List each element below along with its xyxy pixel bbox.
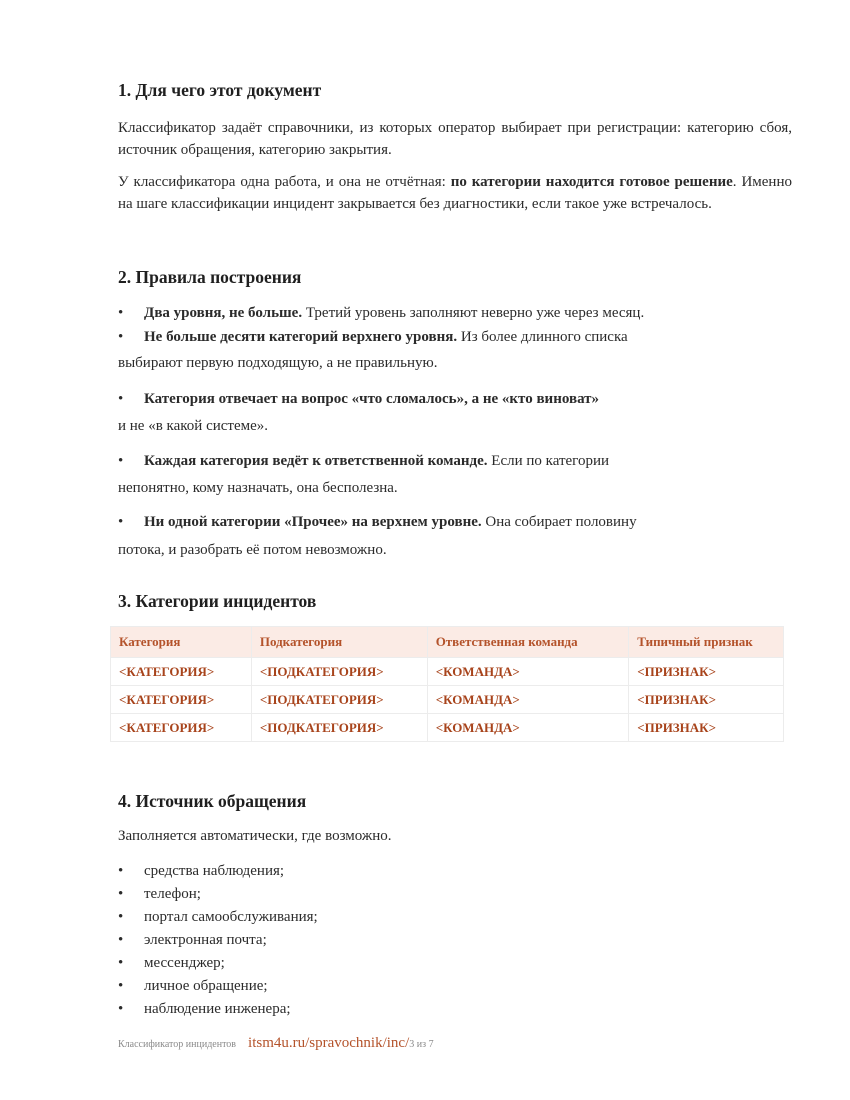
section-1-paragraph-1: Классификатор задаёт справочники, из которых оператор выбирает при регистрации: категорию сбоя, источник обращения, категорию закрытия. (118, 120, 792, 158)
rule-5: • Ни одной категории «Прочее» на верхнем уровне. Она собирает половину (118, 514, 637, 530)
section-3-title: 3. Категории инцидентов (118, 591, 317, 611)
table-row (111, 714, 784, 742)
section-1-title: 1. Для чего этот документ (118, 80, 322, 100)
table-row (111, 658, 784, 686)
footer-page-number: 3 из 7 (409, 1039, 434, 1050)
table-cell: <ПРИЗНАК> (629, 686, 784, 714)
table-header-row (111, 627, 784, 658)
table-cell: <ПРИЗНАК> (629, 658, 784, 686)
rule-1: • Два уровня, не больше. Третий уровень заполняют неверно уже через месяц. (118, 305, 645, 321)
section-1-paragraph-2: У классификатора одна работа, и она не отчётная: по категории находится готовое решение. Именно на шаге классификации инцидент закрывается без диагностики, если такое уже встречалось. (118, 174, 792, 212)
footer-document-name: Классификатор инцидентов (118, 1039, 237, 1050)
page-footer (118, 1034, 434, 1052)
source-item: • личное обращение; (118, 978, 268, 994)
rule-3: • Категория отвечает на вопрос «что сломалось», а не «кто виноват» (118, 391, 600, 407)
table-row (111, 686, 784, 714)
incident-categories-table (110, 626, 784, 742)
source-item: • мессенджер; (118, 955, 225, 971)
footer-link[interactable]: itsm4u.ru/spravochnik/inc/ (248, 1035, 410, 1051)
column-header: Подкатегория (251, 627, 427, 658)
section-4-title: 4. Источник обращения (118, 791, 307, 811)
column-header: Типичный признак (629, 627, 784, 658)
rule-2-continuation: выбирают первую подходящую, а не правильную. (118, 355, 438, 371)
table-cell: <ПОДКАТЕГОРИЯ> (251, 658, 427, 686)
table-cell: <КАТЕГОРИЯ> (111, 714, 252, 742)
rule-4-continuation: непонятно, кому назначать, она бесполезна. (118, 480, 398, 496)
source-item: • телефон; (118, 886, 201, 902)
table-cell: <ПОДКАТЕГОРИЯ> (251, 714, 427, 742)
source-item: • портал самообслуживания; (118, 909, 318, 925)
table-cell: <КОМАНДА> (427, 658, 629, 686)
table-cell: <КАТЕГОРИЯ> (111, 686, 252, 714)
source-item: • средства наблюдения; (118, 863, 285, 879)
section-2-title: 2. Правила построения (118, 267, 302, 287)
rule-4: • Каждая категория ведёт к ответственной команде. Если по категории (118, 453, 610, 469)
source-item: • наблюдение инженера; (118, 1001, 291, 1017)
rule-3-continuation: и не «в какой системе». (118, 418, 269, 434)
table-cell: <КОМАНДА> (427, 686, 629, 714)
column-header: Категория (111, 627, 252, 658)
section-4-intro: Заполняется автоматически, где возможно. (118, 828, 392, 844)
rule-5-continuation: потока, и разобрать её потом невозможно. (118, 542, 387, 558)
rule-2: • Не больше десяти категорий верхнего уровня. Из более длинного списка (118, 329, 628, 345)
table-cell: <ПРИЗНАК> (629, 714, 784, 742)
table-cell: <КАТЕГОРИЯ> (111, 658, 252, 686)
table-cell: <ПОДКАТЕГОРИЯ> (251, 686, 427, 714)
table-cell: <КОМАНДА> (427, 714, 629, 742)
source-item: • электронная почта; (118, 932, 267, 948)
column-header: Ответственная команда (427, 627, 629, 658)
